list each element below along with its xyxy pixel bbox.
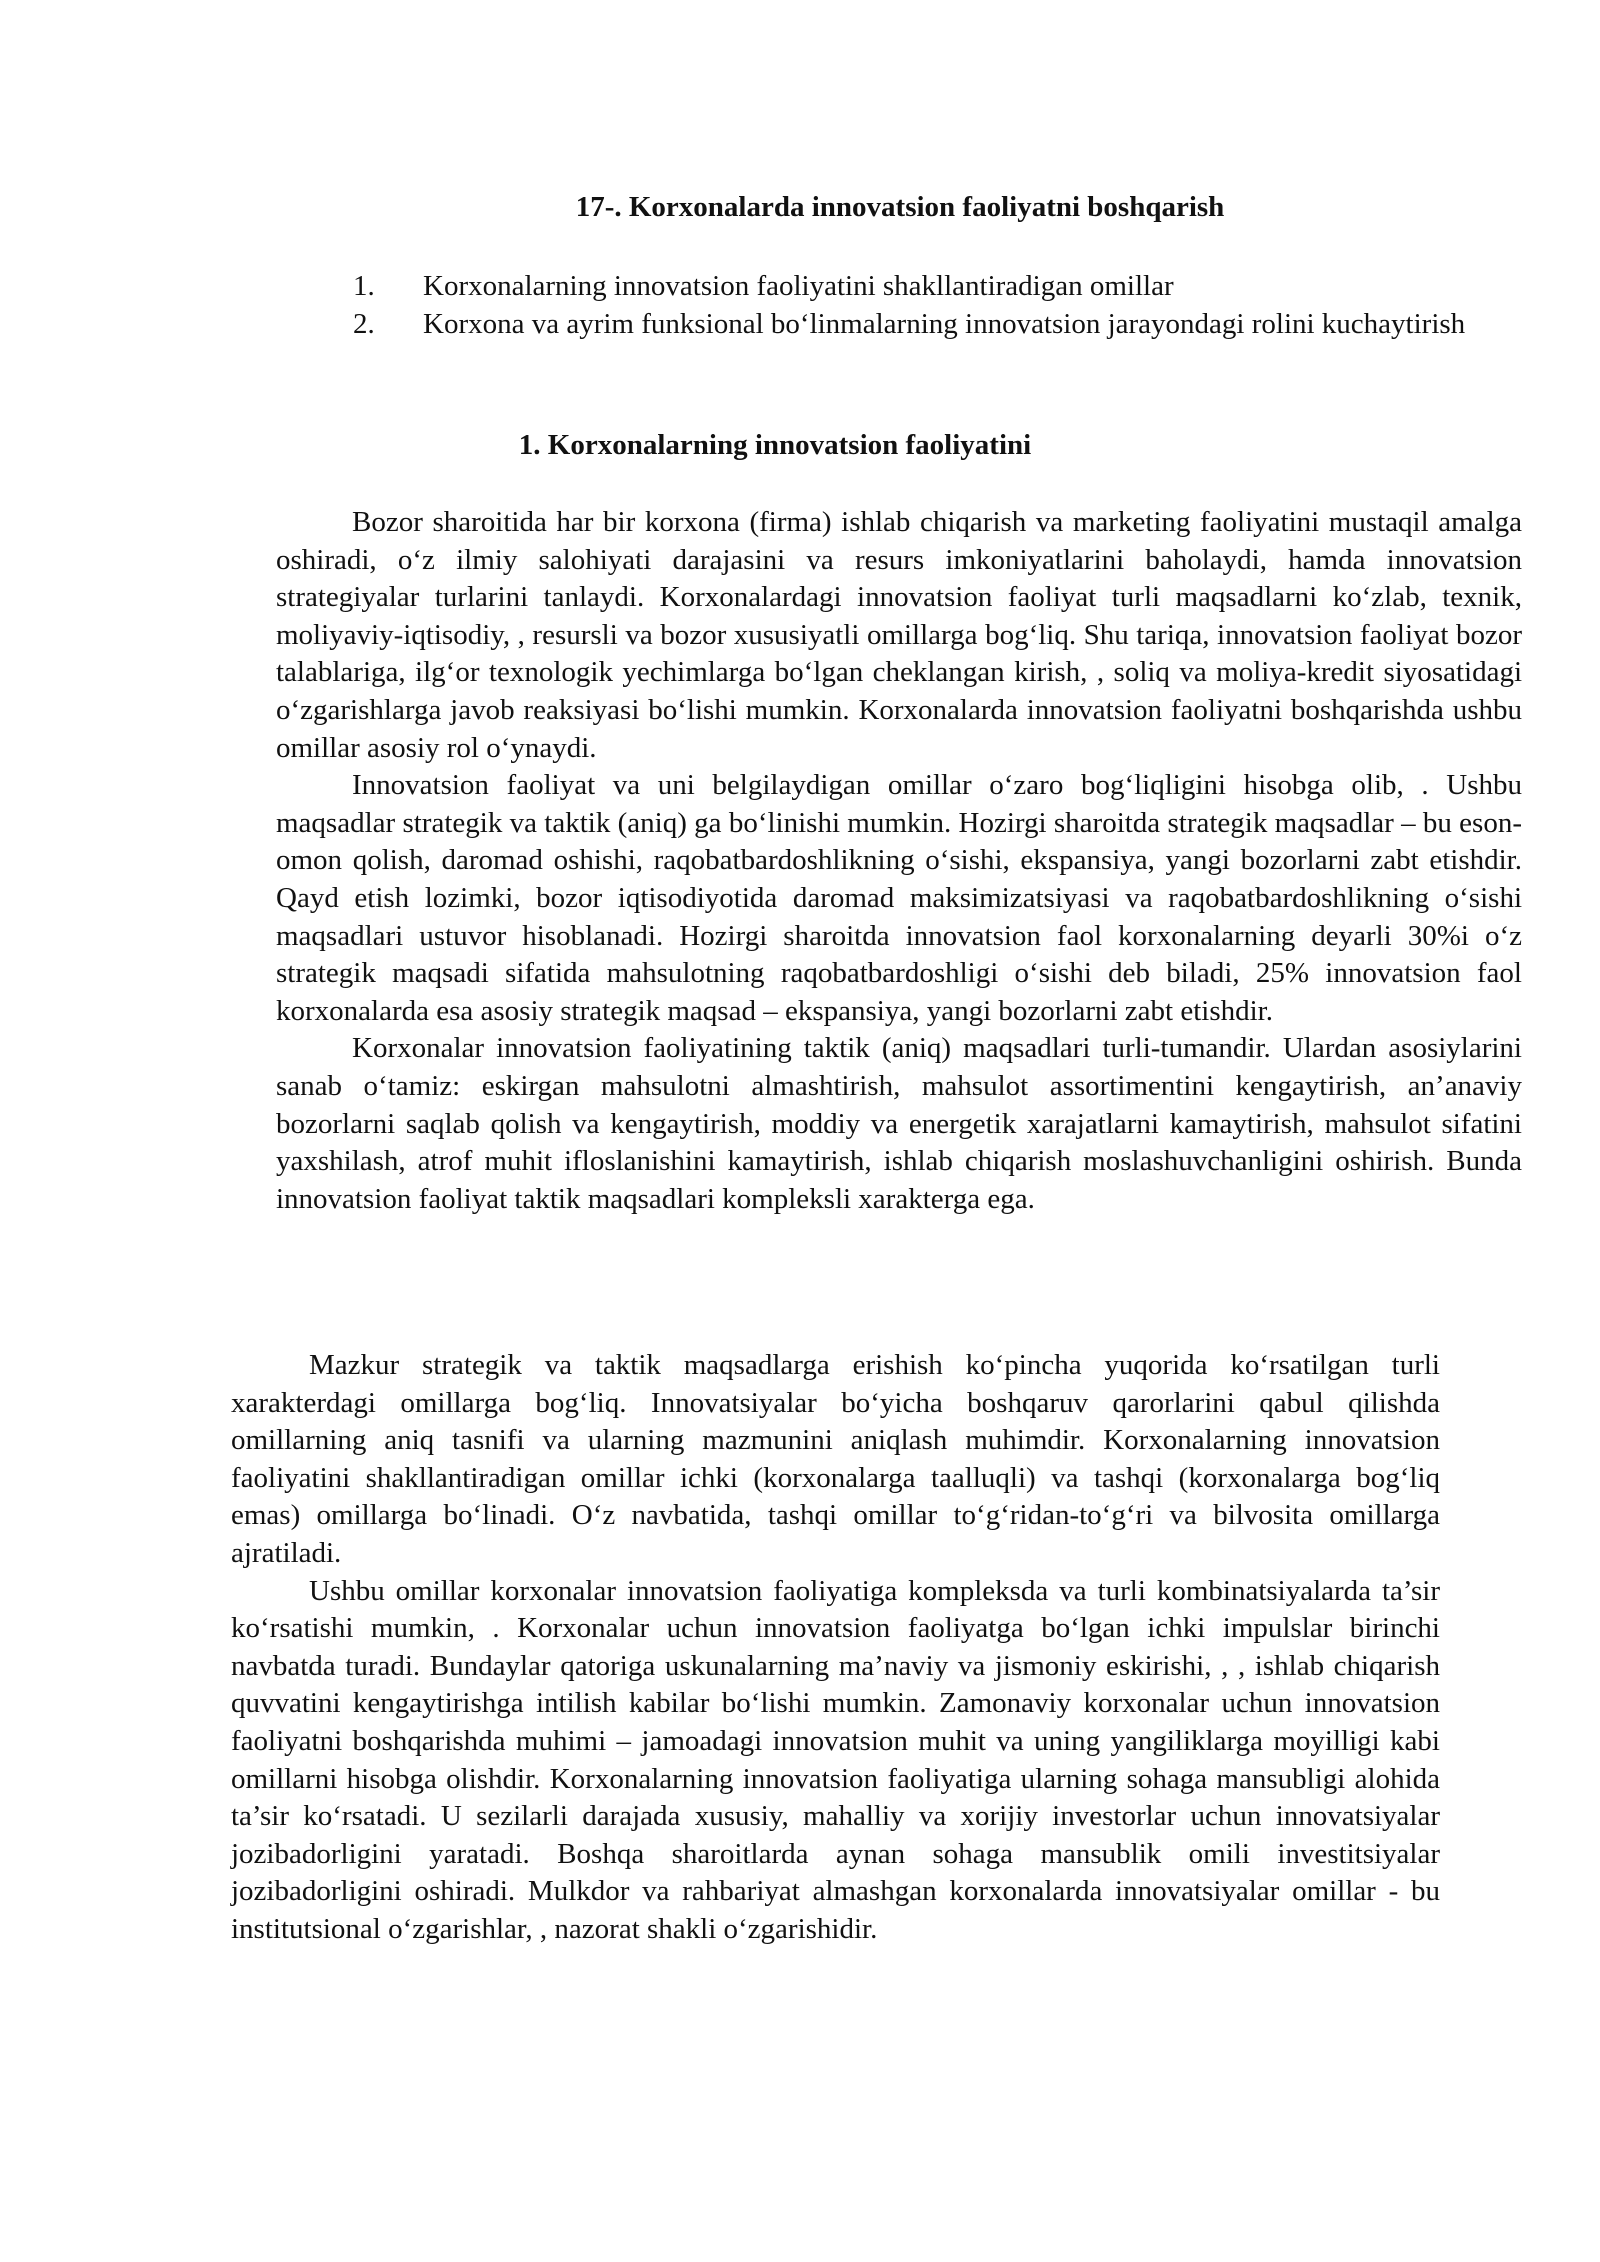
body-paragraph: Innovatsion faoliyat va uni belgilaydigan omillar o‘zaro bog‘liqligini hisobga olib, . Ushbu maqsadlar strategik va taktik (aniq) ga bo‘linishi mumkin. Hozirgi sharoitda strategik maqsadlar – bu eson-omon qolish, daromad oshishi, raqobatbardoshlikning o‘sishi, ekspansiya, yangi bozorlarni zabt etishdir. Qayd etish lozimki, bozor iqtisodiyotida daromad maksimizatsiyasi va raqobatbardoshlikning o‘sishi maqsadlari ustuvor hisoblanadi. Hozirgi sharoitda innovatsion faol korxonalarning deyarli 30%i o‘z strategik maqsadi sifatida mahsulotning raqobatbardoshligi o‘sishi deb biladi, 25% innovatsion faol korxonalarda esa asosiy strategik maqsad – ekspansiya, yangi bozorlarni zabt etishdir. xyxy=(276,769,1522,1027)
body-paragraph: Korxonalar innovatsion faoliyatining taktik (aniq) maqsadlari turli-tumandir. Ulardan asosiylarini sanab o‘tamiz: eskirgan mahsulotni almashtirish, mahsulot assortimentini kengaytirish, an’anaviy bozorlarni saqlab qolish va kengaytirish, moddiy va energetik xarajatlarni kamaytirish, mahsulot sifatini yaxshilash, atrof muhit ifloslanishini kamaytirish, ishlab chiqarish moslashuvchanligini oshirish. Bunda innovatsion faoliyat taktik maqsadlari kompleksli xarakterga ega. xyxy=(276,1032,1522,1215)
body-paragraph: Mazkur strategik va taktik maqsadlarga erishish ko‘pincha yuqorida ko‘rsatilgan turli xarakterdagi omillarga bog‘liq. Innovatsiyalar bo‘yicha boshqaruv qarorlarini qabul qilishda omillarning aniq tasnifi va ularning mazmunini aniqlash muhimdir. Korxonalarning innovatsion faoliyatini shakllantiradigan omillar ichki (korxonalarga taalluqli) va tashqi (korxonalarga bog‘liq emas) omillarga bo‘linadi. O‘z navbatida, tashqi omillar to‘g‘ridan-to‘g‘ri va bilvosita omillarga ajratiladi. xyxy=(231,1349,1440,1569)
toc-item-text: Korxona va ayrim funksional bo‘linmalarning innovatsion jarayondagi rolini kuchaytirish xyxy=(423,308,1466,340)
body-paragraph: Bozor sharoitida har bir korxona (firma) ishlab chiqarish va marketing faoliyatini mustaqil amalga oshiradi, o‘z ilmiy salohiyati darajasini va resurs imkoniyatlarini baholaydi, hamda innovatsion strategiyalar turlarini tanlaydi. Korxonalardagi innovatsion faoliyat turli maqsadlarni ko‘zlab, texnik, moliyaviy-iqtisodiy, , resursli va bozor xususiyatli omillarga bog‘liq. Shu tariqa, innovatsion faoliyat bozor talablariga, ilg‘or texnologik yechimlarga bo‘lgan cheklangan kirish, , soliq va moliya-kredit siyosatidagi o‘zgarishlarga javob reaksiyasi bo‘lishi mumkin. Korxonalarda innovatsion faoliyatni boshqarishda ushbu omillar asosiy rol o‘ynaydi. xyxy=(276,506,1522,764)
table-of-contents xyxy=(276,267,1522,343)
section-heading: 1. Korxonalarning innovatsion faoliyatini xyxy=(518,429,1032,461)
body-paragraph: Ushbu omillar korxonalar innovatsion faoliyatiga kompleksda va turli kombinatsiyalarda ta’sir ko‘rsatishi mumkin, . Korxonalar uchun innovatsion faoliyatga bo‘lgan ichki impulslar birinchi navbatda turadi. Bundaylar qatoriga uskunalarning ma’naviy va jismoniy eskirishi, , , ishlab chiqarish quvvatini kengaytirishga intilish kabilar bo‘lishi mumkin. Zamonaviy korxonalar uchun innovatsion faoliyatni boshqarishda muhimi – jamoadagi innovatsion muhit va uning yangiliklarga moyilligi kabi omillarni hisobga olishdir. Korxonalarning innovatsion faoliyatiga ularning sohaga mansubligi alohida ta’sir ko‘rsatadi. U sezilarli darajada xususiy, mahalliy va xorijiy investorlar uchun innovatsiyalar jozibadorligini yaratadi. Boshqa sharoitlarda aynan sohaga mansublik omili investitsiyalar jozibadorligini oshiradi. Mulkdor va rahbariyat almashgan korxonalarda innovatsiyalar omillar - bu institutsional o‘zgarishlar, , nazorat shakli o‘zgarishidir. xyxy=(231,1574,1440,1945)
toc-item-number: 2. xyxy=(353,308,375,340)
document-title: 17-. Korxonalarda innovatsion faoliyatni boshqarish xyxy=(575,191,1225,223)
toc-item xyxy=(276,305,1522,343)
toc-item-text: Korxonalarning innovatsion faoliyatini shakllantiradigan omillar xyxy=(423,270,1174,302)
toc-item xyxy=(276,267,1522,305)
body-text-block xyxy=(231,1347,1440,1949)
body-text-block-indented xyxy=(276,504,1522,1218)
toc-item-number: 1. xyxy=(353,270,375,302)
